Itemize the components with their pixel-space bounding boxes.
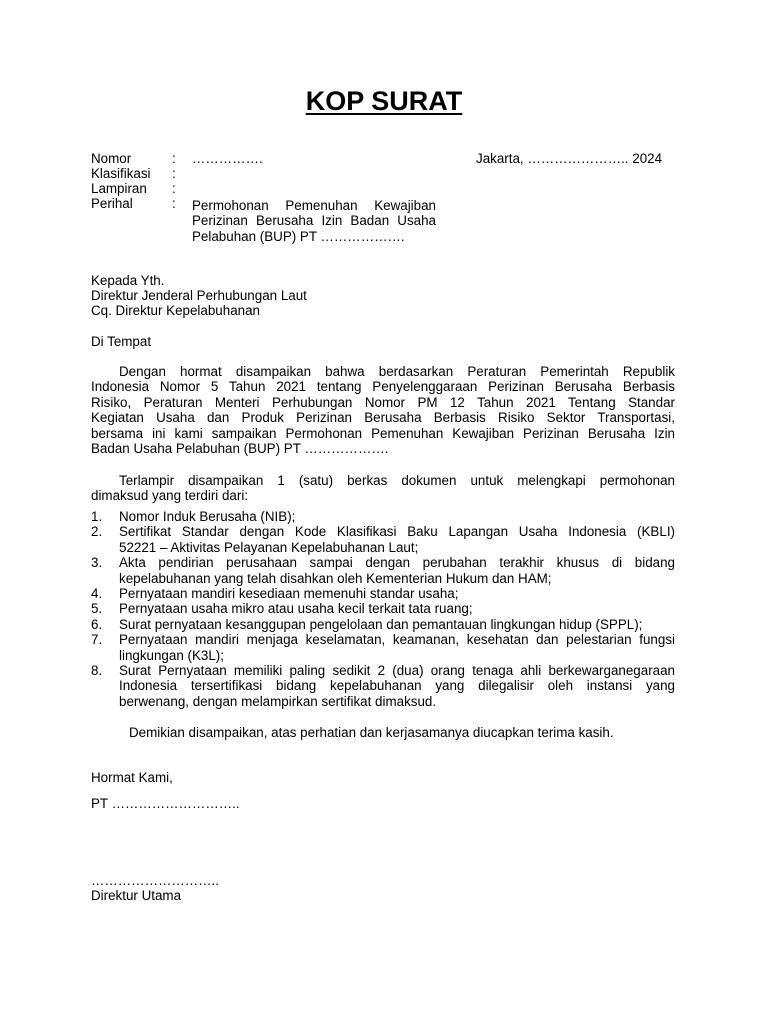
- list-item: [91, 632, 675, 663]
- recipient-place: Di Tempat: [91, 334, 152, 349]
- list-item-number: 5.: [91, 601, 103, 617]
- list-item-number: 8.: [91, 663, 103, 679]
- list-item-number: 1.: [91, 509, 103, 524]
- signature-greeting: Hormat Kami,: [91, 770, 173, 785]
- list-item-text: Pernyataan mandiri menjaga keselamatan, keamanan, kesehatan dan pelestarian fungsi: [119, 632, 675, 648]
- signature-company: PT ………………………..: [91, 796, 240, 811]
- recipient-cq: Cq. Direktur Kepelabuhanan: [91, 303, 260, 318]
- list-item-text: Sertifikat Standar dengan Kode Klasifikasi Baku Lapangan Usaha Indonesia (KBLI): [119, 524, 675, 540]
- nomor-value: …………….: [192, 151, 263, 166]
- perihal-colon: :: [172, 196, 176, 211]
- list-item-text: Surat pernyataan kesanggupan pengelolaan dan pemantauan lingkungan hidup (SPPL);: [119, 616, 643, 632]
- klasifikasi-label: Klasifikasi: [91, 166, 151, 181]
- letter-heading: [0, 83, 768, 119]
- nomor-label: Nomor: [91, 151, 132, 166]
- paragraph-line: Badan Usaha Pelabuhan (BUP) PT ……………….: [91, 441, 389, 457]
- list-item-number: 4.: [91, 586, 103, 602]
- perihal-line: Permohonan Pemenuhan Kewajiban: [192, 198, 436, 213]
- list-item: [91, 509, 675, 524]
- list-item: [91, 617, 675, 632]
- paragraph-line: Kegiatan Usaha dan Produk Perizinan Berusaha Berbasis Risiko Sektor Transportasi,: [91, 410, 675, 426]
- signature-name-line: ………………………..: [91, 873, 219, 888]
- paragraph-line: Terlampir disampaikan 1 (satu) berkas dokumen untuk melengkapi permohonan: [119, 473, 675, 488]
- list-item-text: Indonesia tersertifikasi bidang kepelabuhanan yang dilegalisir oleh instansi yang: [119, 678, 675, 694]
- list-item-text: lingkungan (K3L);: [119, 647, 224, 663]
- list-item: [91, 586, 675, 601]
- perihal-value: [192, 198, 436, 244]
- list-item-text: Pernyataan usaha mikro atau usaha kecil terkait tata ruang;: [119, 601, 473, 617]
- paragraph-line: bersama ini kami sampaikan Permohonan Pemenuhan Kewajiban Perizinan Berusaha Izin: [91, 425, 675, 441]
- closing-paragraph: Demikian disampaikan, atas perhatian dan kerjasamanya diucapkan terima kasih.: [129, 725, 614, 740]
- list-item-number: 7.: [91, 632, 103, 648]
- list-item-text: berwenang, dengan melampirkan sertifikat dimaksud.: [119, 693, 437, 709]
- list-item: [91, 555, 675, 586]
- list-item-text: kepelabuhanan yang telah disahkan oleh Kementerian Hukum dan HAM;: [119, 570, 552, 586]
- list-item-number: 2.: [91, 524, 103, 540]
- list-item-text: Surat Pernyataan memiliki paling sedikit 2 (dua) orang tenaga ahli berkewarganegaraan: [119, 663, 675, 679]
- body-paragraph-2: [91, 473, 675, 504]
- list-item: [91, 601, 675, 616]
- paragraph-line: Dengan hormat disampaikan bahwa berdasarkan Peraturan Pemerintah Republik: [119, 364, 675, 379]
- paragraph-line: dimaksud yang terdiri dari:: [91, 488, 249, 504]
- list-item: [91, 524, 675, 555]
- letter-title: KOP SURAT: [305, 86, 463, 116]
- list-item-number: 3.: [91, 555, 103, 571]
- list-item-text: 52221 – Aktivitas Pelayanan Kepelabuhanan Laut;: [119, 539, 419, 555]
- lampiran-colon: :: [172, 181, 176, 196]
- letter-date: Jakarta, ………………….. 2024: [476, 151, 663, 166]
- perihal-line: Pelabuhan (BUP) PT ……………….: [192, 228, 405, 244]
- list-item-text: Pernyataan mandiri kesediaan memenuhi standar usaha;: [119, 586, 459, 602]
- list-item: [91, 663, 675, 709]
- perihal-line: Perizinan Berusaha Izin Badan Usaha: [192, 213, 436, 229]
- body-paragraph-1: [91, 364, 675, 456]
- list-item-number: 6.: [91, 616, 103, 632]
- signature-position: Direktur Utama: [91, 888, 182, 903]
- attachment-list: [91, 509, 675, 709]
- nomor-colon: :: [172, 151, 176, 166]
- perihal-label: Perihal: [91, 196, 133, 211]
- recipient-name: Direktur Jenderal Perhubungan Laut: [91, 288, 307, 303]
- klasifikasi-colon: :: [172, 166, 176, 181]
- list-item-text: Akta pendirian perusahaan sampai dengan perubahan terakhir khusus di bidang: [119, 555, 675, 571]
- paragraph-line: Indonesia Nomor 5 Tahun 2021 tentang Penyelenggaraan Perizinan Berusaha Berbasis: [91, 379, 675, 395]
- list-item-text: Nomor Induk Berusaha (NIB);: [119, 509, 296, 524]
- paragraph-line: Risiko, Peraturan Menteri Perhubungan Nomor PM 12 Tahun 2021 Tentang Standar: [91, 394, 675, 410]
- lampiran-label: Lampiran: [91, 181, 147, 196]
- recipient-salutation: Kepada Yth.: [91, 273, 165, 288]
